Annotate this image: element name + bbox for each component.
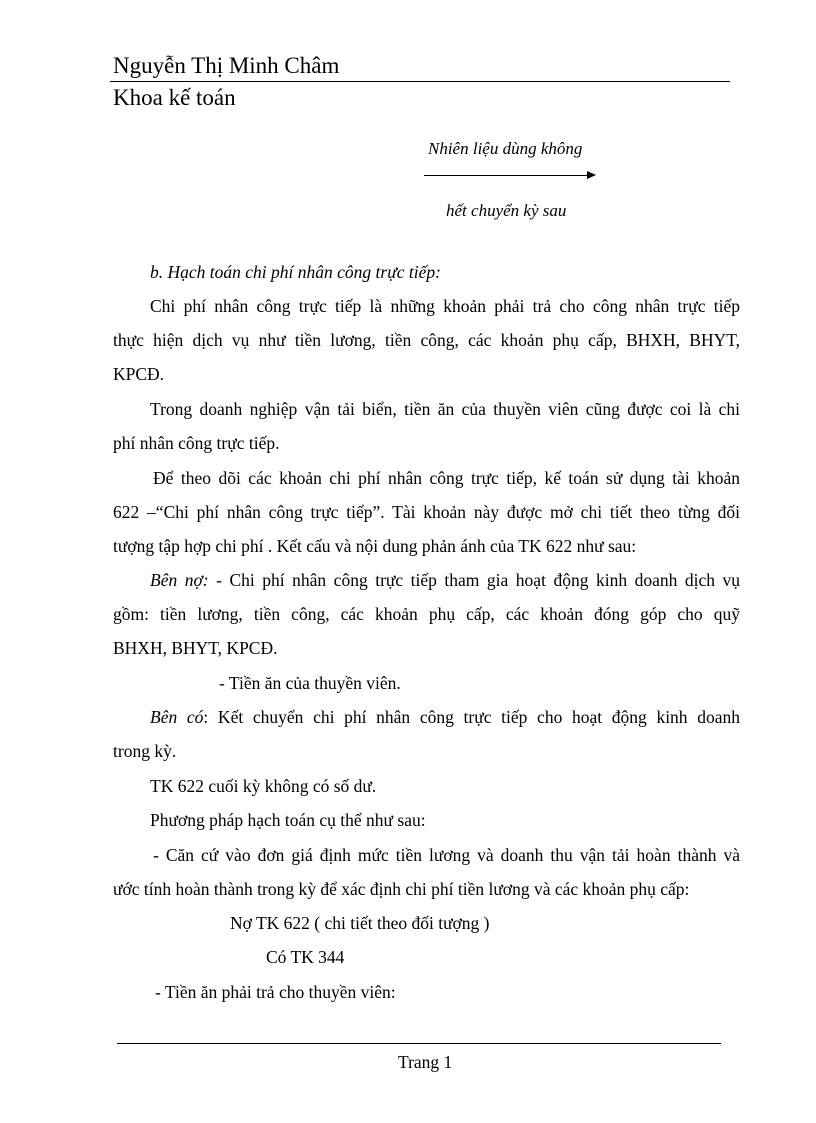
paragraph-7: - Tiền ăn phải trả cho thuyền viên:: [155, 982, 396, 1002]
arrow-line: [424, 175, 588, 176]
paragraph-1-line-1: Chi phí nhân công trực tiếp là những khoản phải trả cho công nhân trực tiếp: [150, 296, 740, 316]
debit-line-1: [150, 568, 740, 592]
paragraph-1-line-3: KPCĐ.: [113, 364, 165, 384]
arrow-head-icon: [587, 171, 596, 179]
debit-label: Bên nợ:: [150, 570, 209, 590]
credit-text-1: : Kết chuyển chi phí nhân công trực tiếp cho hoạt động kinh doanh: [203, 707, 740, 727]
paragraph-4: TK 622 cuối kỳ không có số dư.: [150, 776, 377, 796]
paragraph-5: Phương pháp hạch toán cụ thể như sau:: [150, 810, 426, 830]
credit-line-1: [150, 705, 740, 729]
paragraph-2-line-2: phí nhân công trực tiếp.: [113, 433, 280, 453]
debit-line-3: BHXH, BHYT, KPCĐ.: [113, 638, 278, 658]
debit-line-2: gồm: tiền lương, tiền công, các khoản phụ cấp, các khoản đóng góp cho quỹ: [113, 604, 740, 624]
debit-line-4: - Tiền ăn của thuyền viên.: [219, 673, 401, 693]
paragraph-1-line-2: thực hiện dịch vụ như tiền lương, tiền công, các khoản phụ cấp, BHXH, BHYT,: [113, 330, 740, 350]
paragraph-3-line-1: Để theo dõi các khoản chi phí nhân công trực tiếp, kế toán sử dụng tài khoản: [153, 468, 740, 488]
paragraph-2-line-1: Trong doanh nghiệp vận tải biển, tiền ăn của thuyền viên cũng được coi là chi: [150, 399, 740, 419]
entry-debit: Nợ TK 622 ( chi tiết theo đối tượng ): [230, 913, 490, 933]
arrow-bottom-label: hết chuyển kỳ sau: [446, 201, 567, 220]
section-title: b. Hạch toán chi phí nhân công trực tiếp:: [150, 262, 441, 282]
paragraph-6-line-2: ước tính hoàn thành trong kỳ để xác định chi phí tiền lương và các khoản phụ cấp:: [113, 879, 690, 899]
paragraph-6-line-1: - Căn cứ vào đơn giá định mức tiền lương và doanh thu vận tải hoàn thành và: [153, 845, 740, 865]
header-divider: [110, 81, 730, 82]
credit-label: Bên có: [150, 707, 204, 727]
header-author: Nguyễn Thị Minh Châm: [113, 53, 340, 78]
paragraph-3-line-2: 622 –“Chi phí nhân công trực tiếp”. Tài khoản này được mở chi tiết theo từng đối: [113, 502, 740, 522]
credit-line-2: trong kỳ.: [113, 741, 177, 761]
debit-text-1: - Chi phí nhân công trực tiếp tham gia hoạt động kinh doanh dịch vụ: [208, 570, 741, 590]
arrow-top-label: Nhiên liệu dùng không: [428, 139, 583, 158]
page-number: Trang 1: [398, 1052, 453, 1072]
footer-divider: [117, 1043, 721, 1044]
header-department: Khoa kế toán: [113, 85, 236, 110]
paragraph-3-line-3: tượng tập hợp chi phí . Kết cấu và nội dung phản ánh của TK 622 như sau:: [113, 536, 637, 556]
entry-credit: Có TK 344: [266, 947, 345, 967]
